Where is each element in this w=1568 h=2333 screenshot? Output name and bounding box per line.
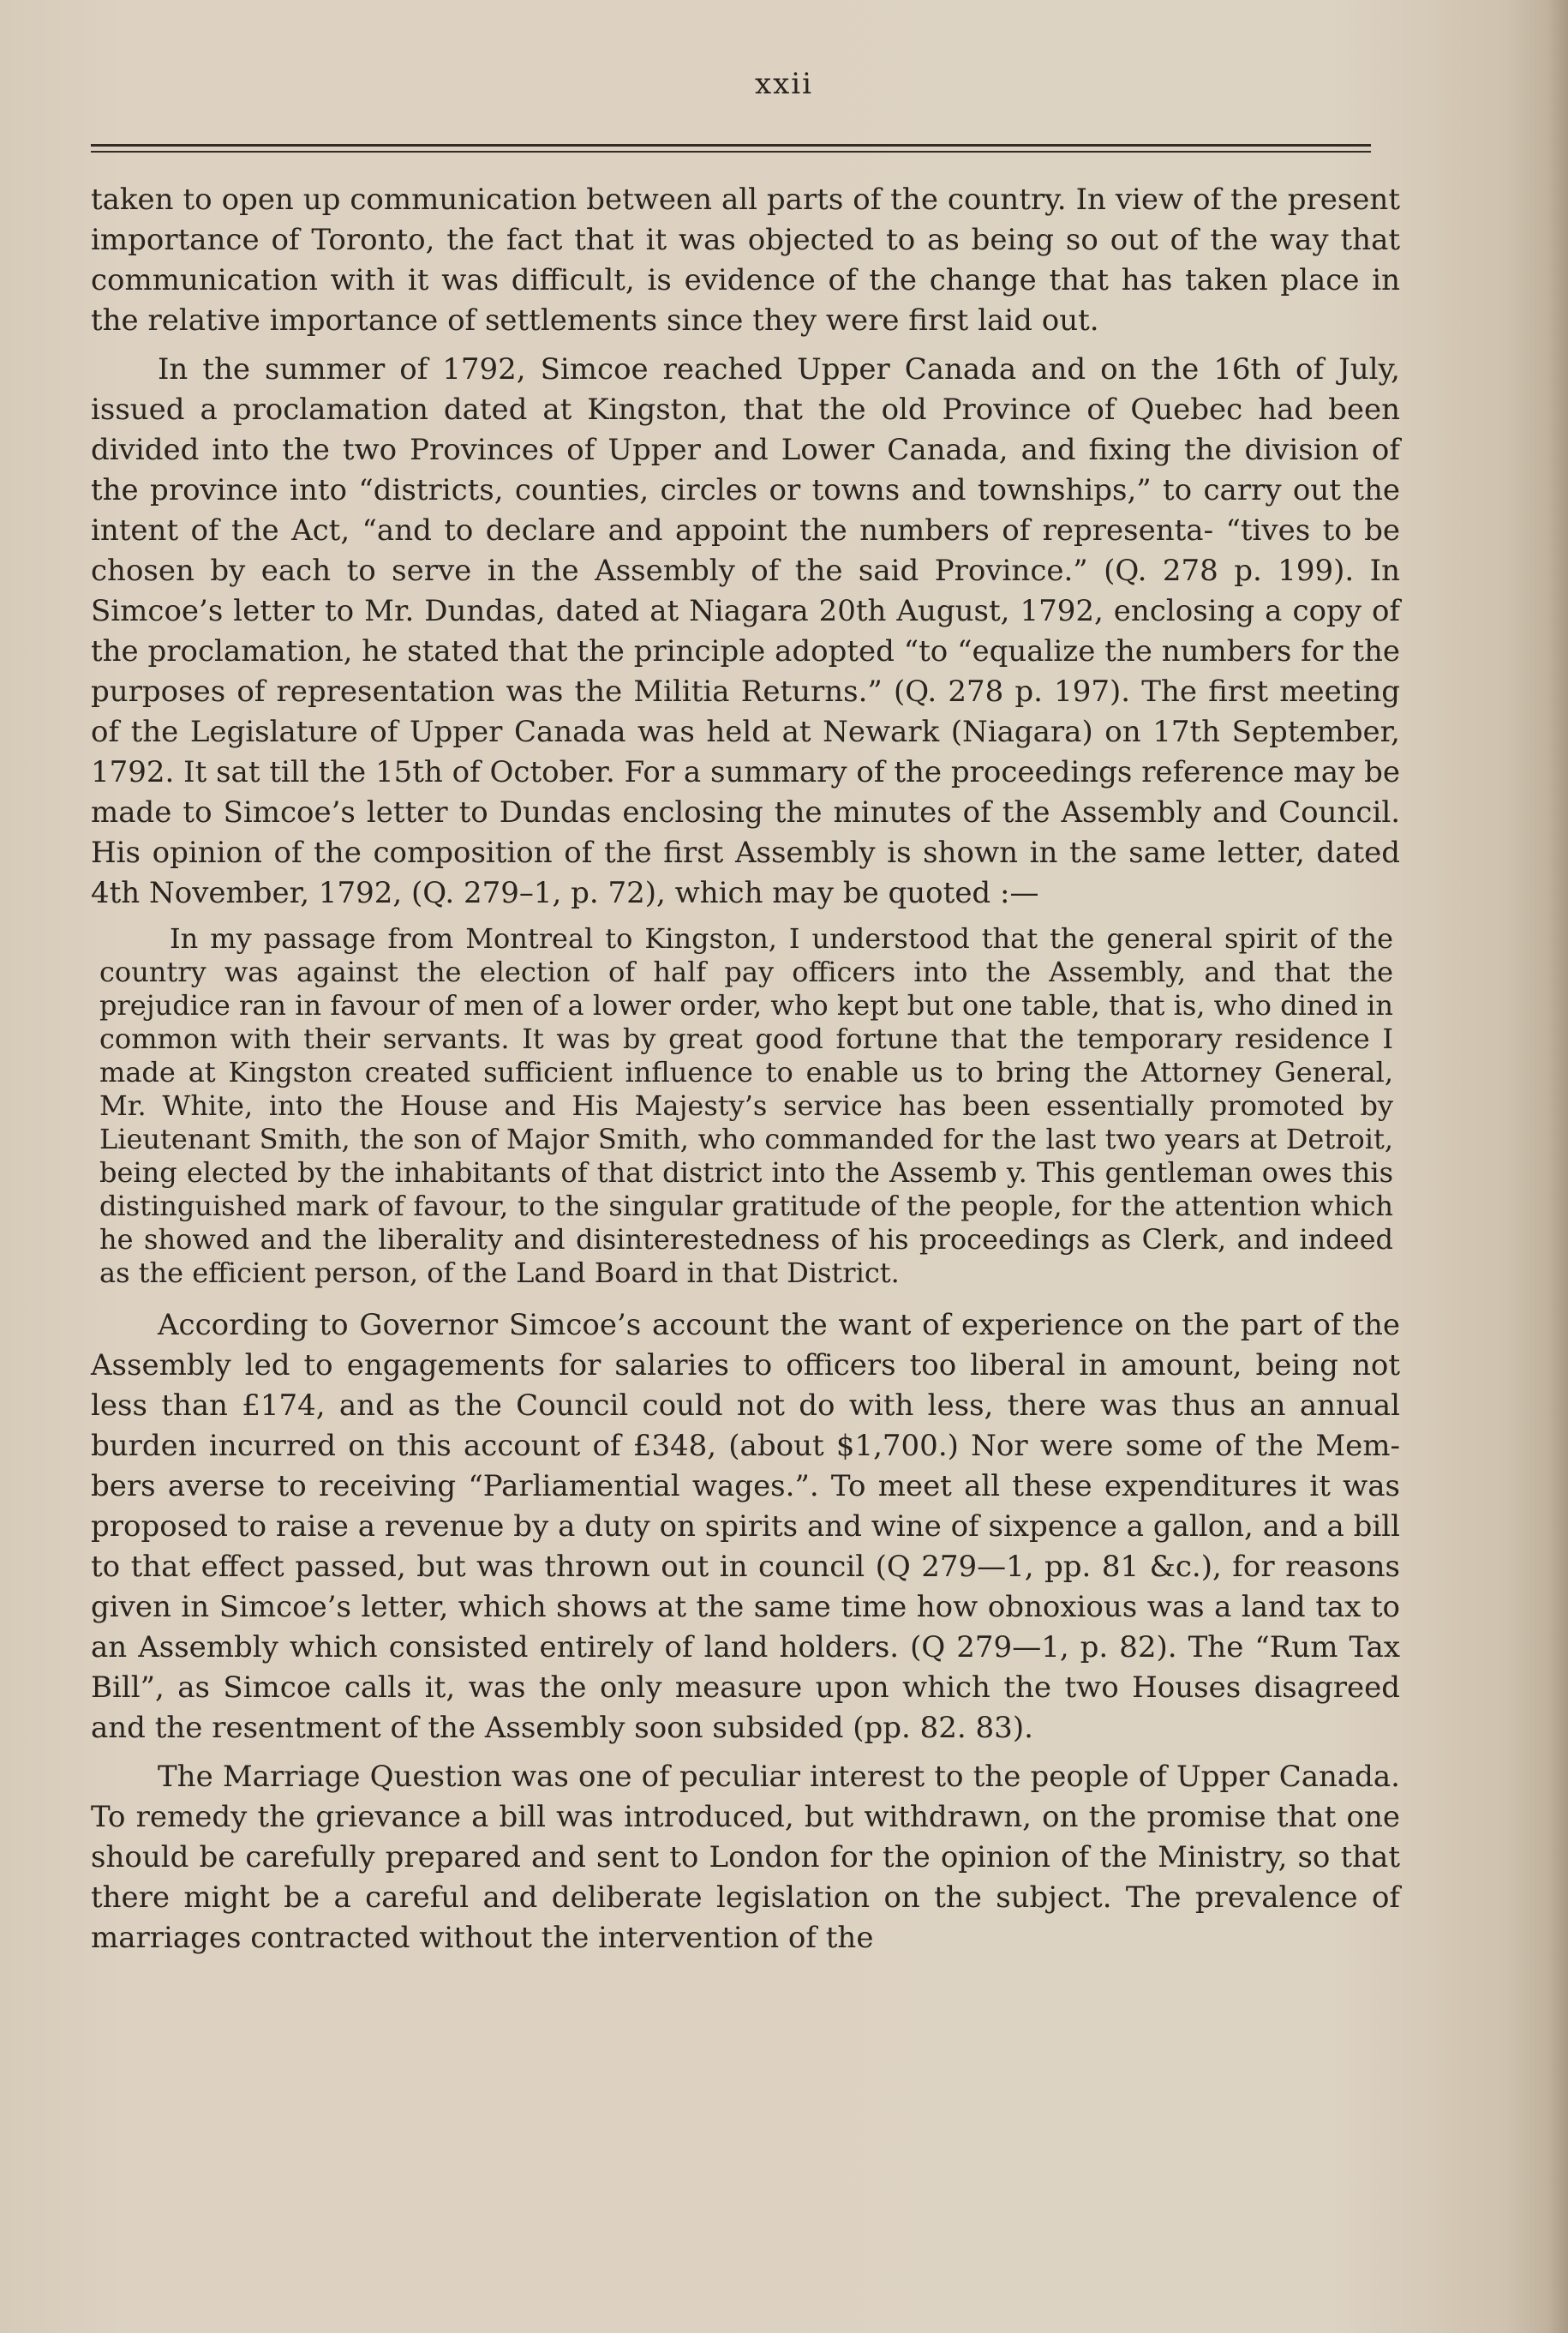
paragraph-1: taken to open up communication between all parts of the country. In view of the present importance of Toronto, the fact that it was objected to as being so out of the way that communication with it was difficult, is evidence of the change that has taken place in the relative importance of settlements since they were first laid out. [91,183,1400,338]
page-number: xxii [754,67,814,101]
header-rule-top [91,144,1371,147]
paragraph-2: In the summer of 1792, Simcoe reached Upper Canada and on the 16th of July, issued a proclamation dated at Kingston, that the old Province of Quebec had been divided into the two Provinces of Upper and Lower Canada, and fixing the division of the province into “districts, counties, circles or towns and townships,” to carry out the intent of the Act, “and to declare and appoint the numbers of representa- “tives to be chosen by each to serve in the Assembly of the said Province.” (Q. 278 p. 199). In Simcoe’s letter to Mr. Dundas, dated at Niagara 20th August, 1792, enclosing a copy of the proclamation, he stated that the principle adopted “to “equalize the numbers for the purposes of representation was the Militia Returns.” (Q. 278 p. 197). The first meeting of the Legislature of Upper Canada was held at Newark (Niagara) on 17th September, 1792. It sat till the 15th of October. For a summary of the proceedings reference may be made to Simcoe’s letter to Dundas enclosing the minutes of the Assembly and Council. His opinion of the composition of the first Assembly is shown in the same letter, dated 4th November, 1792, (Q. 279–1, p. 72), which may be quoted :— [91,352,1400,910]
page-edge-shadow [1547,0,1568,2333]
paragraph-3: According to Governor Simcoe’s account the want of experience on the part of the Assembly led to engagements for salaries to officers too liberal in amount, being not less than £174, and as the Council could not do with less, there was thus an annual burden incurred on this account of £348, (about $1,700.) Nor were some of the Mem- bers averse to receiving “Parliamential wages.”. To meet all these expenditures it was proposed to raise a revenue by a duty on spirits and wine of sixpence a gallon, and a bill to that effect passed, but was thrown out in council (Q 279—1, pp. 81 &c.), for reasons given in Simcoe’s letter, which shows at the same time how obnoxious was a land tax to an Assembly which consisted entirely of land holders. (Q 279—1, p. 82). The “Rum Tax Bill”, as Simcoe calls it, was the only measure upon which the two Houses disagreed and the resentment of the Assembly soon subsided (pp. 82. 83). [91,1308,1400,1745]
text-body [91,180,1400,1958]
block-quote: In my passage from Montreal to Kingston, I understood that the general spirit of the country was against the election of half pay officers into the Assembly, and that the prejudice ran in favour of men of a lower order, who kept but one table, that is, who dined in common with their servants. It was by great good fortune that the temporary residence I made at Kingston created sufficient influence to enable us to bring the Attorney General, Mr. White, into the House and His Majesty’s service has been essentially promoted by Lieutenant Smith, the son of Major Smith, who commanded for the last two years at Detroit, being elected by the inhabitants of that district into the Assemb y. This gentleman owes this distinguished mark of favour, to the singular gratitude of the people, for the attention which he showed and the liberality and disinterestedness of his proceedings as Clerk, and indeed as the efficient person, of the Land Board in that District. [99,922,1393,1289]
header-rule-bottom [91,151,1371,153]
paragraph-4: The Marriage Question was one of peculiar interest to the people of Upper Canada. To remedy the grievance a bill was introduced, but withdrawn, on the promise that one should be carefully prepared and sent to London for the opinion of the Ministry, so that there might be a careful and deliberate legislation on the subject. The prevalence of marriages contracted without the intervention of the [91,1760,1400,1955]
